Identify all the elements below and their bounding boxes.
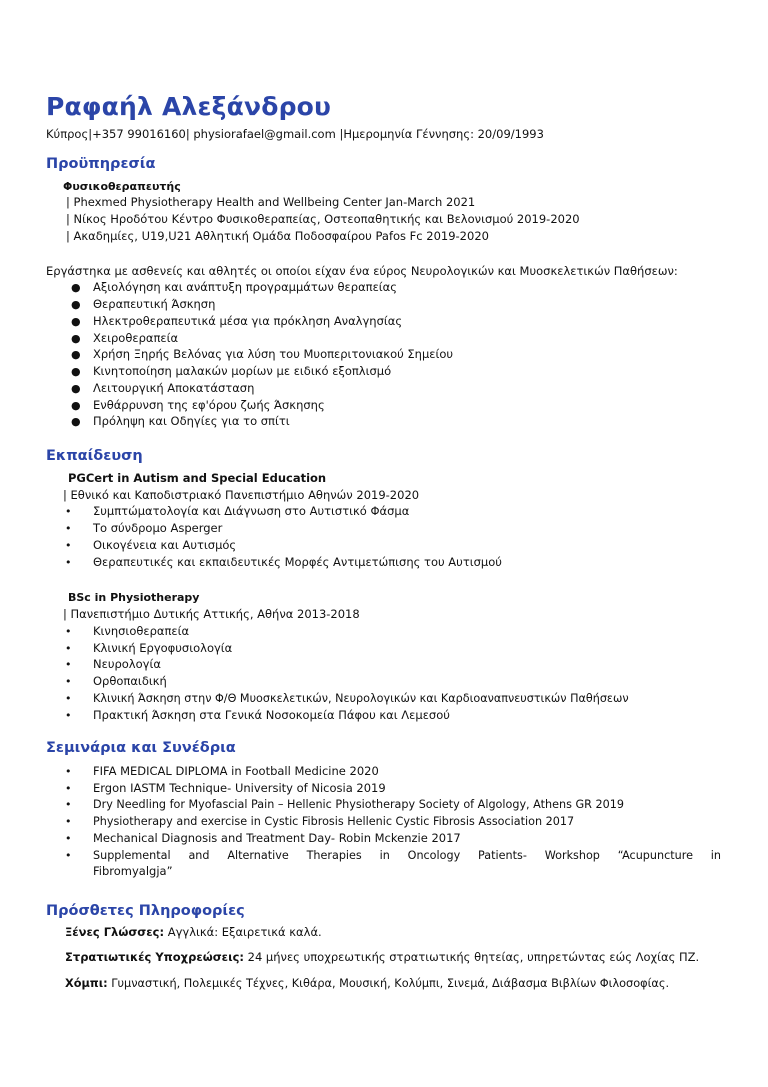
education-heading: Εκπαίδευση (46, 448, 143, 464)
bsc-title: BSc in Physiotherapy (68, 591, 200, 604)
list-item: Ορθοπαιδική (93, 674, 167, 688)
list-item-continuation: Fibromyalgja” (93, 864, 173, 878)
list-item: Physiotherapy and exercise in Cystic Fibrosis Hellenic Cystic Fibrosis Association 2017 (93, 815, 575, 828)
bullet-icon: ● (71, 382, 81, 395)
list-item: Νευρολογία (93, 657, 161, 671)
pg-institution: | Εθνικό και Καποδιστριακό Πανεπιστήμιο Αθηνών 2019-2020 (63, 488, 420, 502)
list-item: Το σύνδρομο Asperger (93, 521, 223, 535)
experience-intro: Εργάστηκα με ασθενείς και αθλητές οι οποίοι είχαν ένα εύρος Νευρολογικών και Μυοσκελετικών Παθήσεων: (46, 264, 678, 278)
list-item: Dry Needling for Myofascial Pain – Hellenic Physiotherapy Society of Algology, Athens GR 2019 (93, 798, 624, 811)
bullet-icon: • (65, 692, 72, 705)
list-item: Mechanical Diagnosis and Treatment Day- Robin Mckenzie 2017 (93, 831, 461, 845)
bullet-icon: • (65, 815, 72, 828)
bullet-icon: • (65, 625, 72, 638)
person-name: Ραφαήλ Αλεξάνδρου (46, 92, 332, 121)
list-item: Κλινική Εργοφυσιολογία (93, 641, 233, 655)
bullet-icon: ● (71, 332, 81, 345)
experience-role: Φυσικοθεραπευτής (63, 180, 181, 193)
additional-heading: Πρόσθετες Πληροφορίες (46, 903, 245, 919)
hobbies-line (65, 976, 669, 991)
list-item: Θεραπευτική Άσκηση (93, 297, 216, 311)
bullet-icon: • (65, 539, 72, 552)
bullet-icon: • (65, 782, 72, 795)
list-item: Λειτουργική Αποκατάσταση (93, 381, 255, 395)
bullet-icon: • (65, 658, 72, 671)
list-item: Πρόληψη και Οδηγίες για το σπίτι (93, 414, 290, 428)
list-item: FIFA MEDICAL DIPLOMA in Football Medicine 2020 (93, 764, 379, 778)
military-line (65, 950, 699, 965)
bullet-icon: • (65, 556, 72, 569)
bullet-icon: • (65, 642, 72, 655)
list-item: Θεραπευτικές και εκπαιδευτικές Μορφές Αντιμετώπισης του Αυτισμού (93, 555, 502, 569)
languages-label: Ξένες Γλώσσες: (65, 925, 165, 939)
languages-value: Αγγλικά: Εξαιρετικά καλά. (164, 925, 322, 939)
list-item: Χειροθεραπεία (93, 331, 179, 345)
bullet-icon: • (65, 849, 72, 862)
bullet-icon: ● (71, 348, 81, 361)
list-item: Κινησιοθεραπεία (93, 624, 190, 638)
bullet-icon: ● (71, 365, 81, 378)
pg-title: PGCert in Autism and Special Education (68, 471, 327, 485)
experience-place: | Ακαδημίες, U19,U21 Αθλητική Ομάδα Ποδοσφαίρου Pafos Fc 2019-2020 (66, 229, 489, 243)
bsc-institution: | Πανεπιστήμιο Δυτικής Αττικής, Αθήνα 2013-2018 (63, 607, 360, 621)
bullet-icon: • (65, 675, 72, 688)
experience-place: | Phexmed Physiotherapy Health and Wellbeing Center Jan-March 2021 (66, 195, 476, 209)
bullet-icon: • (65, 765, 72, 778)
list-item: Αξιολόγηση και ανάπτυξη προγραμμάτων θεραπείας (93, 280, 398, 294)
experience-place: | Νίκος Ηροδότου Κέντρο Φυσικοθεραπείας, Οστεοπαθητικής και Βελονισμού 2019-2020 (66, 212, 580, 226)
bullet-icon: • (65, 832, 72, 845)
bullet-icon: ● (71, 281, 81, 294)
list-item: Συμπτώματολογία και Διάγνωση στο Αυτιστικό Φάσμα (93, 504, 410, 518)
bullet-icon: ● (71, 315, 81, 328)
contact-line: Κύπρος|+357 99016160| physiorafael@gmail.com |Ημερομηνία Γέννησης: 20/09/1993 (46, 127, 544, 141)
bullet-icon: ● (71, 415, 81, 428)
bullet-icon: • (65, 709, 72, 722)
list-item: Ενθάρρυνση της εφ'όρου ζωής Άσκησης (93, 398, 325, 412)
hobbies-label: Χόμπι: (65, 977, 108, 990)
military-value: 24 μήνες υποχρεωτικής στρατιωτικής θητείας, υπηρετώντας εώς Λοχίας ΠΖ. (243, 950, 700, 964)
experience-heading: Προϋπηρεσία (46, 156, 156, 172)
bullet-icon: ● (71, 399, 81, 412)
bullet-icon: • (65, 522, 72, 535)
bullet-icon: ● (71, 298, 81, 311)
list-item: Supplemental and Alternative Therapies in Oncology Patients- Workshop “Acupuncture in (93, 849, 721, 862)
list-item: Πρακτική Άσκηση στα Γενικά Νοσοκομεία Πάφου και Λεμεσού (93, 708, 450, 722)
list-item: Κλινική Άσκηση στην Φ/Θ Μυοσκελετικών, Νευρολογικών και Καρδιοαναπνευστικών Παθήσεων (93, 692, 629, 705)
list-item: Κινητοποίηση μαλακών μορίων με ειδικό εξοπλισμό (93, 364, 392, 378)
list-item: Ergon IASTM Technique- University of Nicosia 2019 (93, 781, 386, 795)
list-item: Οικογένεια και Αυτισμός (93, 538, 237, 552)
languages-line (65, 925, 322, 940)
seminars-heading: Σεμινάρια και Συνέδρια (46, 740, 236, 756)
bullet-icon: • (65, 505, 72, 518)
military-label: Στρατιωτικές Υποχρεώσεις: (65, 950, 244, 964)
list-item: Χρήση Ξηρής Βελόνας για λύση του Μυοπεριτονιακού Σημείου (93, 347, 454, 361)
hobbies-value: Γυμναστική, Πολεμικές Τέχνες, Κιθάρα, Μουσική, Κολύμπι, Σινεμά, Διάβασμα Βιβλίων Φιλοσοφίας. (107, 977, 670, 990)
bullet-icon: • (65, 798, 72, 811)
list-item: Ηλεκτροθεραπευτικά μέσα για πρόκληση Αναλγησίας (93, 314, 403, 328)
